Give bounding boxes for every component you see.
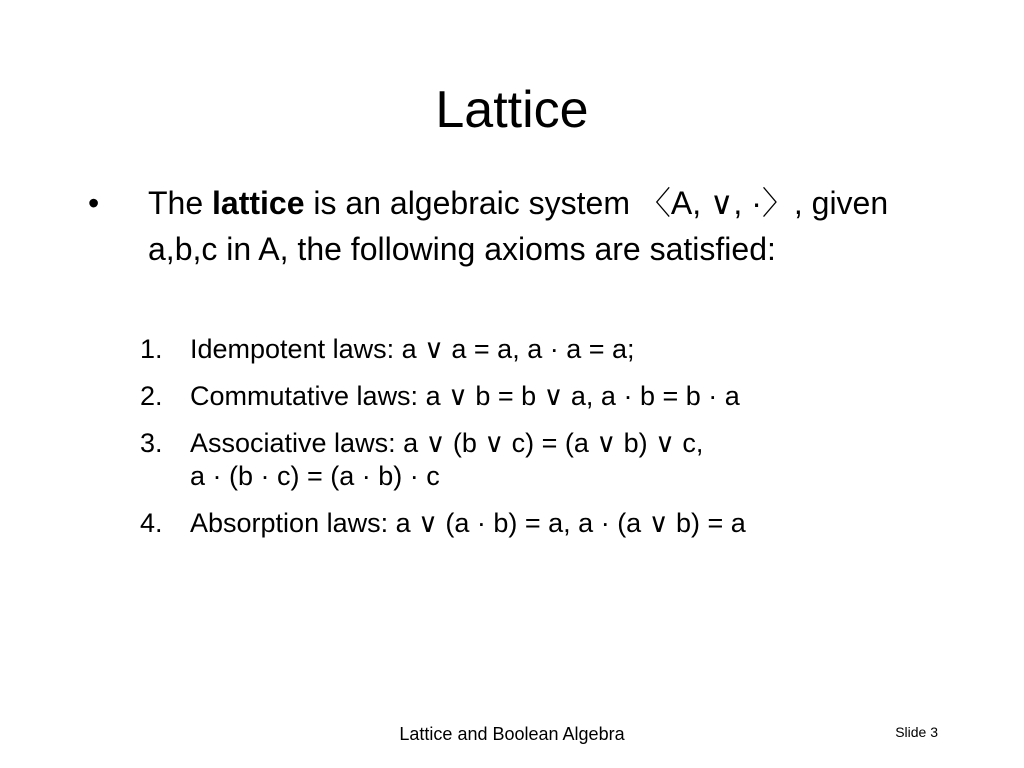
axiom-text: Commutative laws: a ∨ b = b ∨ a, a · b = b · a: [190, 381, 740, 411]
bullet-suffix: is an algebraic system 〈A, ∨, ·〉, given a,b,c in A, the following axioms are satisfied:: [148, 185, 889, 267]
axiom-item: [140, 427, 940, 493]
bullet-bold-term: lattice: [212, 185, 305, 221]
axiom-text: Idempotent laws: a ∨ a = a, a · a = a;: [190, 334, 635, 364]
footer-title: Lattice and Boolean Algebra: [399, 724, 625, 744]
axiom-text: Associative laws: a ∨ (b ∨ c) = (a ∨ b) ∨ c,: [190, 428, 704, 458]
axiom-list: [140, 333, 940, 554]
slide-title: Lattice: [435, 81, 589, 139]
axiom-number: 3.: [140, 428, 163, 458]
axiom-item: [140, 333, 940, 366]
axiom-number: 4.: [140, 508, 163, 538]
bullet-marker: •: [88, 185, 100, 221]
bullet-text: [148, 180, 908, 272]
axiom-number: 2.: [140, 381, 163, 411]
axiom-text: Absorption laws: a ∨ (a · b) = a, a · (a ∨ b) = a: [190, 508, 746, 538]
slide-number: Slide 3: [895, 724, 938, 740]
axiom-item: [140, 507, 940, 540]
axiom-item: [140, 380, 940, 413]
axiom-number: 1.: [140, 334, 163, 364]
axiom-text-continuation: a · (b · c) = (a · b) · c: [190, 461, 440, 491]
bullet-prefix: The: [148, 185, 213, 221]
